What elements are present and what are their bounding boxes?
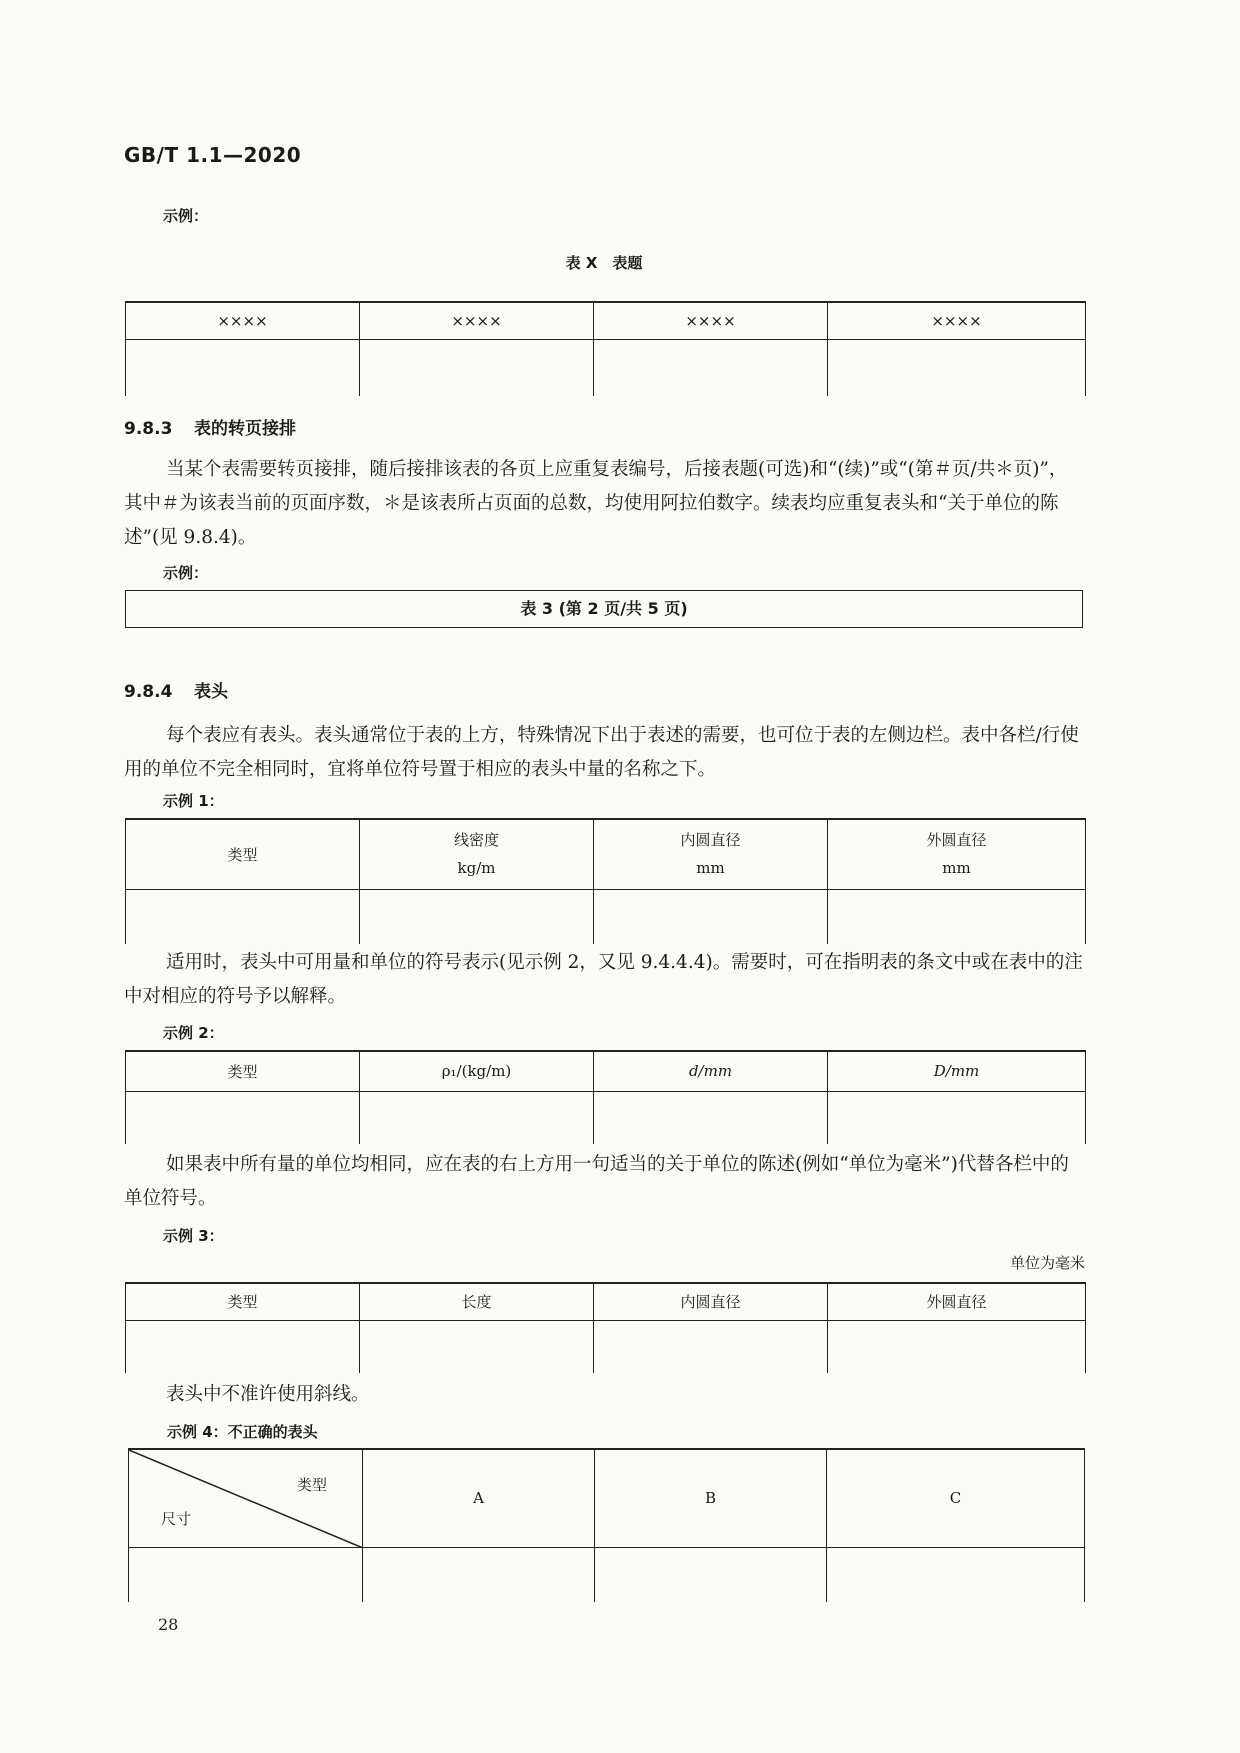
header-outer-diameter bbox=[828, 819, 1086, 889]
diagonal-top-label: 类型 bbox=[297, 1476, 328, 1494]
header-unit: mm bbox=[696, 859, 725, 878]
header-C: C bbox=[827, 1449, 1085, 1547]
header-linear-density bbox=[360, 819, 594, 889]
section-number: 9.8.4 bbox=[124, 682, 173, 702]
table-x bbox=[125, 301, 1086, 396]
table-cell bbox=[129, 1547, 363, 1602]
table-cell bbox=[595, 1547, 827, 1602]
section-title: 表的转页接排 bbox=[194, 419, 296, 439]
example-label: 示例： bbox=[163, 564, 209, 582]
table-cell bbox=[360, 889, 594, 944]
table-cell bbox=[594, 1091, 828, 1144]
table-x-header: ×××× bbox=[126, 302, 360, 339]
example-label: 示例 4：不正确的表头 bbox=[167, 1423, 318, 1441]
paragraph-983: 当某个表需要转页接排，随后接排该表的各页上应重复表编号，后接表题(可选)和“(续)”或“(第＃页/共＊页)”，其中＃为该表当前的页面序数，＊是该表所占页面的总数，均使用阿拉伯数字。续表均应重复表头和“关于单位的陈述”(见 9.8.4)。 bbox=[124, 459, 1068, 548]
continued-table-caption-box: 表 3 (第 2 页/共 5 页) bbox=[125, 590, 1083, 628]
header-D: D/mm bbox=[828, 1051, 1086, 1091]
table-cell bbox=[126, 1320, 360, 1373]
diagonal-line bbox=[129, 1450, 363, 1548]
diagonal-bottom-label: 尺寸 bbox=[161, 1510, 192, 1528]
table-cell bbox=[360, 1320, 594, 1373]
header-name: 内圆直径 bbox=[680, 831, 741, 850]
table-cell bbox=[594, 1320, 828, 1373]
table-x-cell bbox=[828, 339, 1086, 396]
table-x-header: ×××× bbox=[594, 302, 828, 339]
header-unit: mm bbox=[942, 859, 971, 878]
example-table-4 bbox=[128, 1448, 1085, 1602]
example-table-2 bbox=[125, 1050, 1086, 1144]
page-number: 28 bbox=[158, 1615, 179, 1634]
table-x-cell bbox=[126, 339, 360, 396]
header-type: 类型 bbox=[126, 819, 360, 889]
header-unit: kg/m bbox=[457, 859, 496, 878]
section-heading-983 bbox=[124, 414, 296, 439]
table-x-cell bbox=[594, 339, 828, 396]
header-B: B bbox=[595, 1449, 827, 1547]
header-inner-diameter bbox=[594, 819, 828, 889]
example-label: 示例 1： bbox=[163, 792, 224, 810]
table-cell bbox=[827, 1547, 1085, 1602]
header-d: d/mm bbox=[594, 1051, 828, 1091]
paragraph-984-4: 表头中不准许使用斜线。 bbox=[166, 1384, 370, 1405]
table-x-header: ×××× bbox=[360, 302, 594, 339]
example-label: 示例 2： bbox=[163, 1024, 224, 1042]
table-cell bbox=[126, 889, 360, 944]
example-label: 示例： bbox=[163, 207, 209, 225]
table-cell bbox=[126, 1091, 360, 1144]
table-cell bbox=[363, 1547, 595, 1602]
diagonal-header-cell bbox=[129, 1449, 363, 1547]
header-outer-diameter: 外圆直径 bbox=[828, 1283, 1086, 1320]
header-A: A bbox=[363, 1449, 595, 1547]
header-inner-diameter: 内圆直径 bbox=[594, 1283, 828, 1320]
paragraph-984-3: 如果表中所有量的单位均相同，应在表的右上方用一句适当的关于单位的陈述(例如“单位为毫米”)代替各栏中的单位符号。 bbox=[124, 1154, 1069, 1209]
unit-statement: 单位为毫米 bbox=[1009, 1254, 1085, 1272]
paragraph-984-2: 适用时，表头中可用量和单位的符号表示(见示例 2，又见 9.4.4.4)。需要时，可在指明表的条文中或在表中的注中对相应的符号予以解释。 bbox=[124, 952, 1083, 1007]
header-type: 类型 bbox=[126, 1051, 360, 1091]
example-table-3 bbox=[125, 1282, 1086, 1373]
table-x-cell bbox=[360, 339, 594, 396]
table-x-caption: 表 X 表题 bbox=[565, 254, 643, 272]
table-cell bbox=[360, 1091, 594, 1144]
table-x-header: ×××× bbox=[828, 302, 1086, 339]
example-label: 示例 3： bbox=[163, 1227, 224, 1245]
header-type: 类型 bbox=[126, 1283, 360, 1320]
section-number: 9.8.3 bbox=[124, 419, 173, 439]
header-rho: ρ₁/(kg/m) bbox=[360, 1051, 594, 1091]
document-code: GB/T 1.1—2020 bbox=[124, 143, 302, 167]
paragraph-984-1: 每个表应有表头。表头通常位于表的上方，特殊情况下出于表述的需要，也可位于表的左侧边栏。表中各栏/行使用的单位不完全相同时，宜将单位符号置于相应的表头中量的名称之下。 bbox=[124, 725, 1079, 780]
table-cell bbox=[594, 889, 828, 944]
header-length: 长度 bbox=[360, 1283, 594, 1320]
example-table-1 bbox=[125, 818, 1086, 944]
table-cell bbox=[828, 1320, 1086, 1373]
header-name: 外圆直径 bbox=[926, 831, 987, 850]
section-heading-984 bbox=[124, 677, 228, 702]
table-cell bbox=[828, 889, 1086, 944]
table-cell bbox=[828, 1091, 1086, 1144]
header-name: 线密度 bbox=[453, 831, 499, 850]
section-title: 表头 bbox=[194, 682, 228, 702]
